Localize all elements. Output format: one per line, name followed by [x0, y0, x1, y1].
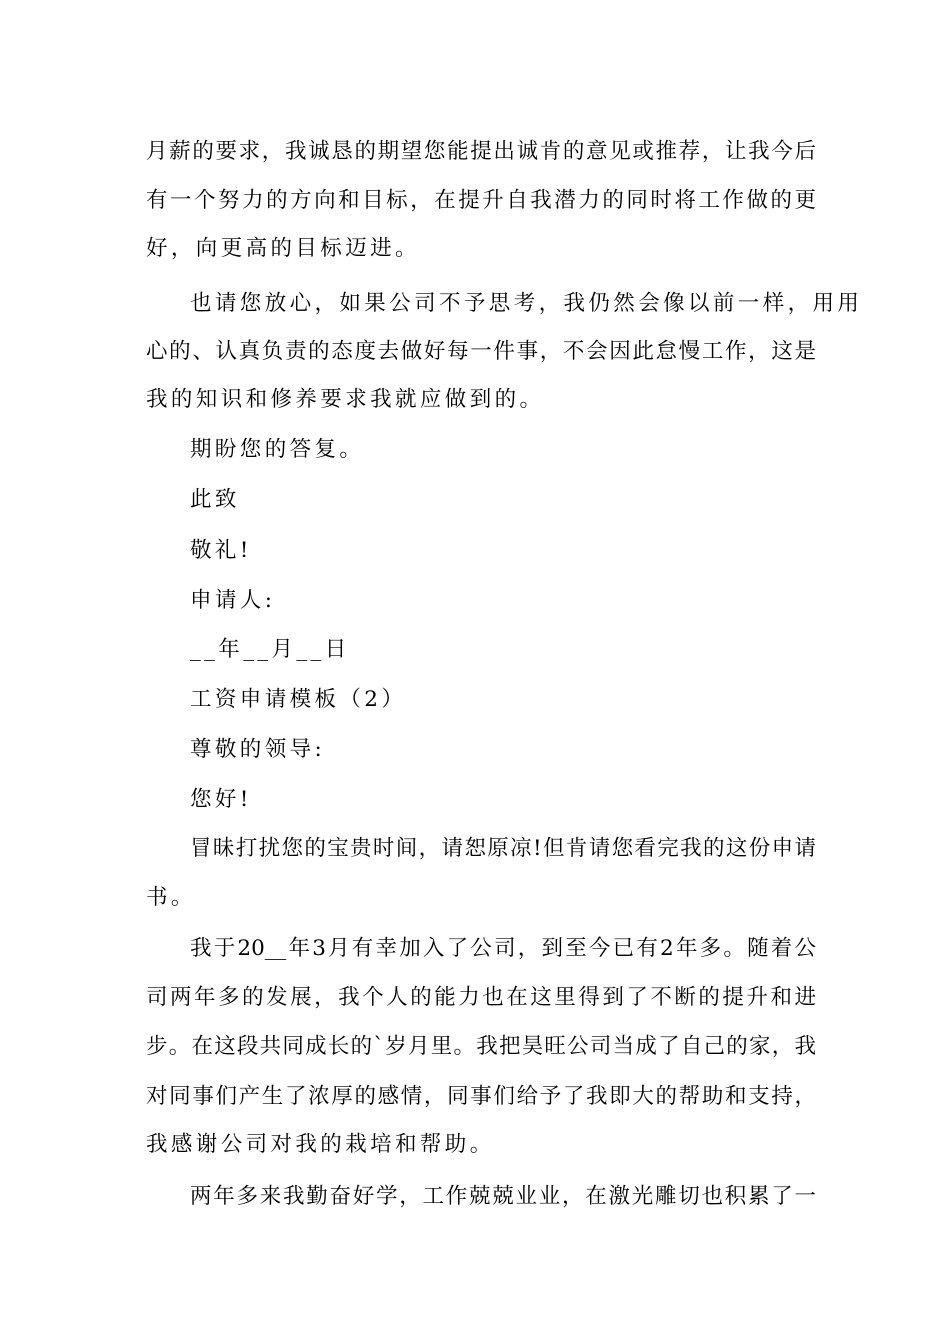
greeting-line: 您好!: [190, 787, 252, 812]
paragraph-line: 心的、认真负责的态度去做好每一件事，不会因此怠慢工作，这是: [146, 339, 816, 364]
paragraph-line: 有一个努力的方向和目标，在提升自我潜力的同时将工作做的更: [146, 188, 816, 213]
salutation-line: 敬礼!: [190, 538, 252, 563]
closing-line: 期盼您的答复。: [190, 437, 365, 462]
section-title: 工资申请模板（2）: [190, 687, 407, 712]
paragraph-line: 对同事们产生了浓厚的感情，同事们给予了我即大的帮助和支持，: [146, 1084, 816, 1109]
paragraph-line: 也请您放心，如果公司不予思考，我仍然会像以前一样，用用: [190, 291, 863, 316]
date-line: __年__月__日: [190, 637, 350, 662]
paragraph-line: 我于20__年3月有幸加入了公司，到至今已有2年多。随着公: [190, 936, 816, 961]
applicant-line: 申请人:: [190, 588, 276, 613]
paragraph-line: 好，向更高的目标迈进。: [146, 236, 420, 261]
salutation-line: 此致: [190, 487, 240, 512]
paragraph-line: 步。在这段共同成长的`岁月里。我把昊旺公司当成了自己的家，我: [146, 1034, 816, 1059]
paragraph-line: 两年多来我勤奋好学，工作兢兢业业，在激光雕切也积累了一: [190, 1184, 816, 1209]
greeting-line: 尊敬的领导:: [190, 737, 326, 762]
paragraph-line: 冒昧打扰您的宝贵时间，请恕原凉!但肯请您看完我的这份申请: [190, 836, 816, 861]
paragraph-line: 我感谢公司对我的栽培和帮助。: [146, 1132, 495, 1157]
paragraph-line: 月薪的要求，我诚恳的期望您能提出诚肯的意见或推荐，让我今后: [146, 139, 816, 164]
paragraph-line: 书。: [146, 885, 196, 910]
paragraph-line: 我的知识和修养要求我就应做到的。: [146, 387, 545, 412]
paragraph-line: 司两年多的发展，我个人的能力也在这里得到了不断的提升和进: [146, 985, 816, 1010]
